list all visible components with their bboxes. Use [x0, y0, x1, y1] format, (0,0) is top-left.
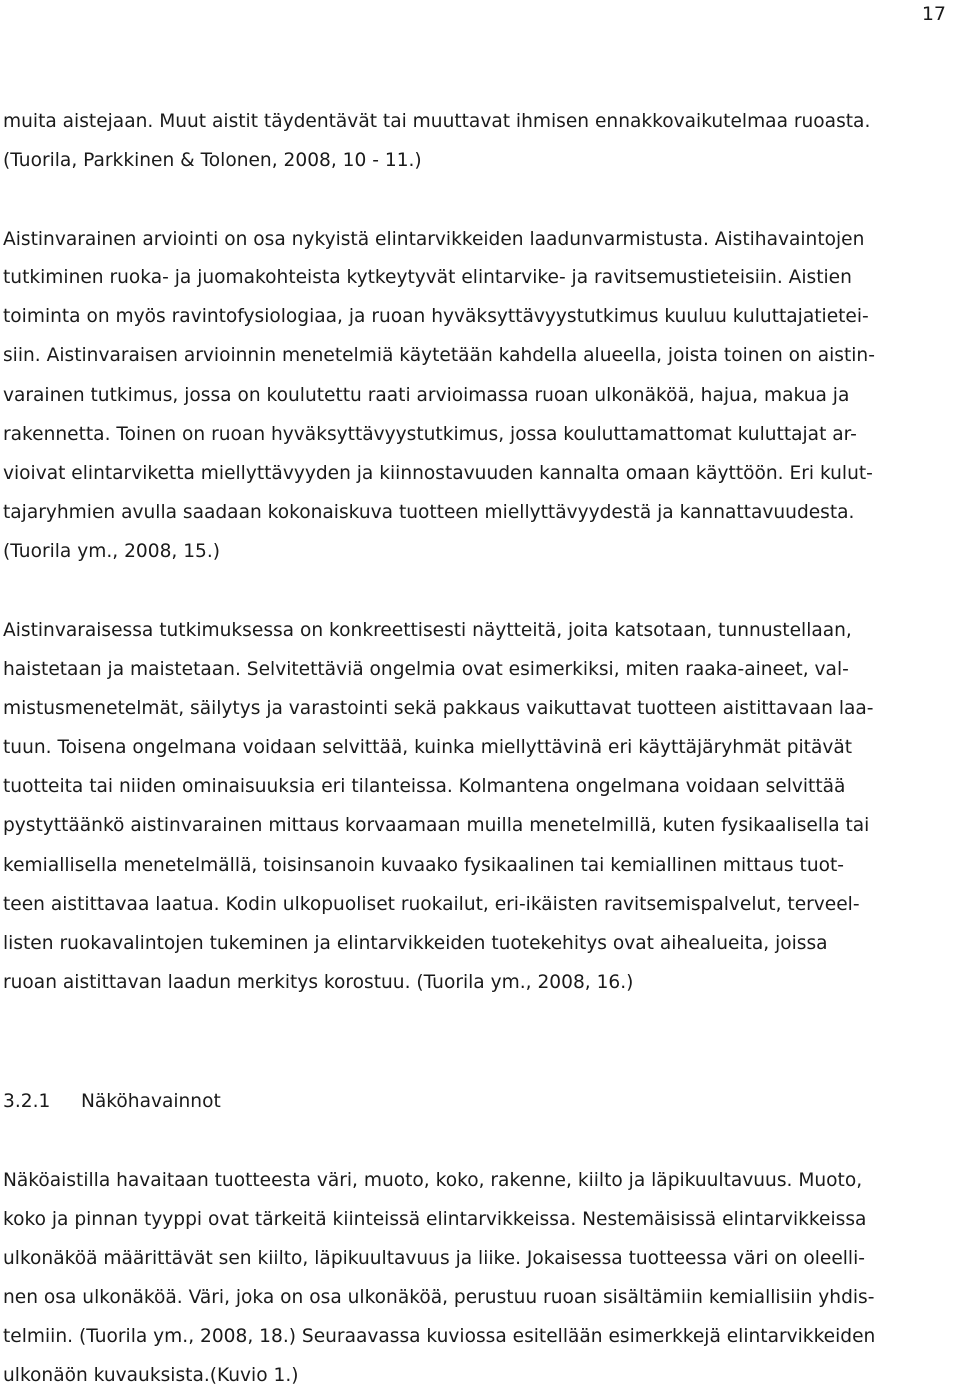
- text-line: ulkonäköä määrittävät sen kiilto, läpikuultavuus ja liike. Jokaisessa tuotteessa väri on oleelli-: [3, 1248, 865, 1269]
- text-line: haistetaan ja maistetaan. Selvitettäviä ongelmia ovat esimerkiksi, miten raaka-aineet, val-: [3, 659, 849, 680]
- text-line: telmiin. (Tuorila ym., 2008, 18.) Seuraavassa kuviossa esitellään esimerkkejä elintarvikkeiden: [3, 1326, 876, 1347]
- text-line: pystyttäänkö aistinvarainen mittaus korvaamaan muilla menetelmillä, kuten fysikaalisella tai: [3, 815, 870, 836]
- text-line: ulkonäön kuvauksista.(Kuvio 1.): [3, 1365, 299, 1386]
- text-line: siin. Aistinvaraisen arvioinnin menetelmiä käytetään kahdella alueella, joista toinen on aistin-: [3, 345, 875, 366]
- text-line: kemiallisella menetelmällä, toisinsanoin kuvaako fysikaalinen tai kemiallinen mittaus tuot-: [3, 855, 844, 876]
- page-number: 17: [921, 3, 946, 25]
- text-line: Aistinvarainen arviointi on osa nykyistä elintarvikkeiden laadunvarmistusta. Aistihavaintojen: [3, 229, 865, 250]
- section-title: Näköhavainnot: [81, 1091, 221, 1112]
- text-line: tutkiminen ruoka- ja juomakohteista kytkeytyvät elintarvike- ja ravitsemustieteisiin. Aistien: [3, 267, 852, 288]
- text-line: Aistinvaraisessa tutkimuksessa on konkreettisesti näytteitä, joita katsotaan, tunnustellaan,: [3, 620, 852, 641]
- text-line: koko ja pinnan tyyppi ovat tärkeitä kiinteissä elintarvikkeissa. Nestemäisissä elintarvikkeissa: [3, 1209, 867, 1230]
- text-line: nen osa ulkonäköä. Väri, joka on osa ulkonäköä, perustuu ruoan sisältämiin kemiallisiin yhdis-: [3, 1287, 875, 1308]
- text-line: teen aistittavaa laatua. Kodin ulkopuoliset ruokailut, eri-ikäisten ravitsemispalvelut, terveel-: [3, 894, 860, 915]
- text-line: toiminta on myös ravintofysiologiaa, ja ruoan hyväksyttävyystutkimus kuuluu kuluttajatietei-: [3, 306, 869, 327]
- text-line: rakennetta. Toinen on ruoan hyväksyttävyystutkimus, jossa kouluttamattomat kuluttajat ar-: [3, 424, 857, 445]
- text-line: ruoan aistittavan laadun merkitys korostuu. (Tuorila ym., 2008, 16.): [3, 972, 634, 993]
- text-line: vioivat elintarviketta miellyttävyyden ja kiinnostavuuden kannalta omaan käyttöön. Eri kulut-: [3, 463, 873, 484]
- text-line: tuun. Toisena ongelmana voidaan selvittää, kuinka miellyttävinä eri käyttäjäryhmät pitävät: [3, 737, 853, 758]
- text-line: (Tuorila, Parkkinen & Tolonen, 2008, 10 - 11.): [3, 150, 422, 171]
- text-line: muita aistejaan. Muut aistit täydentävät tai muuttavat ihmisen ennakkovaikutelmaa ruoasta.: [3, 111, 871, 132]
- text-line: mistusmenetelmät, säilytys ja varastointi sekä pakkaus vaikuttavat tuotteen aistittavaan laa-: [3, 698, 874, 719]
- text-line: tajaryhmien avulla saadaan kokonaiskuva tuotteen miellyttävyydestä ja kannattavuudesta.: [3, 502, 855, 523]
- text-line: Näköaistilla havaitaan tuotteesta väri, muoto, koko, rakenne, kiilto ja läpikuultavuus. Muoto,: [3, 1170, 863, 1191]
- text-line: tuotteita tai niiden ominaisuuksia eri tilanteissa. Kolmantena ongelmana voidaan selvittää: [3, 776, 846, 797]
- text-line: varainen tutkimus, jossa on koulutettu raati arvioimassa ruoan ulkonäköä, hajua, makua ja: [3, 385, 850, 406]
- text-line: listen ruokavalintojen tukeminen ja elintarvikkeiden tuotekehitys ovat aihealueita, joissa: [3, 933, 828, 954]
- text-line: (Tuorila ym., 2008, 15.): [3, 541, 221, 562]
- section-number: 3.2.1: [3, 1091, 51, 1112]
